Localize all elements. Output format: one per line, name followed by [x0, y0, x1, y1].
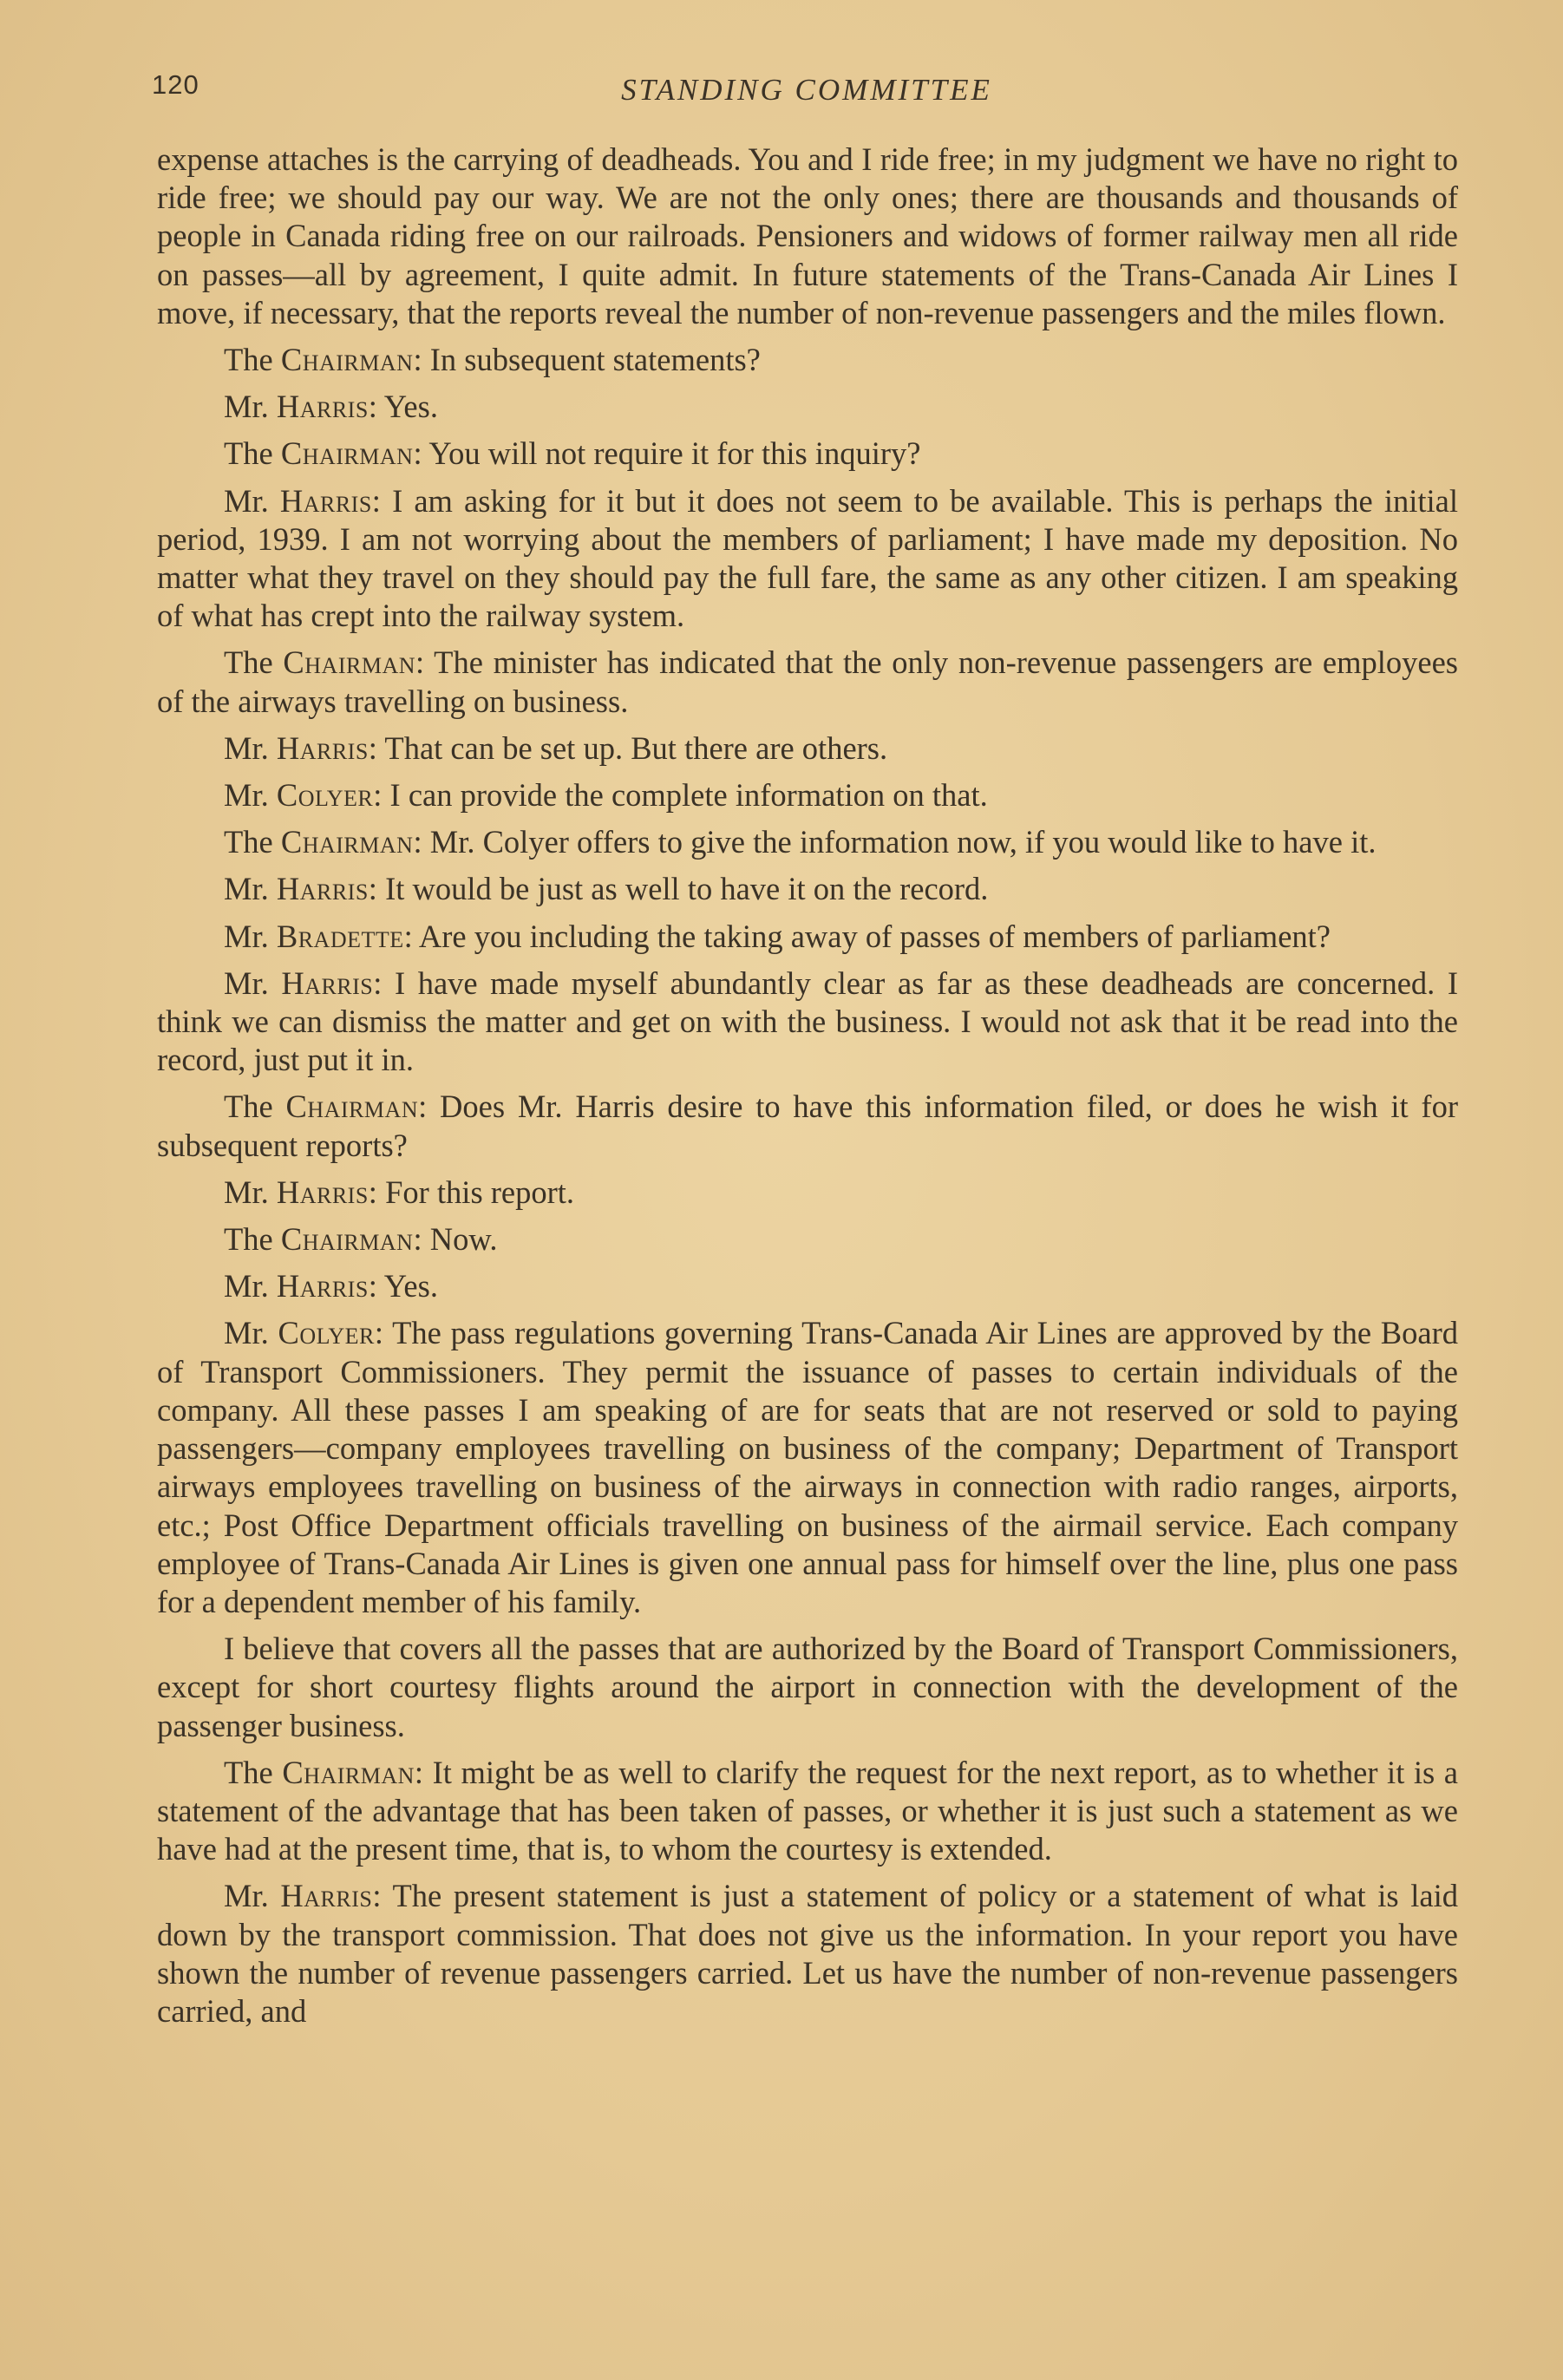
paragraph-text: Yes.: [383, 1268, 438, 1304]
paragraph: Mr. Harris: That can be set up. But there are others.: [224, 729, 888, 766]
paragraph: The Chairman: The minister has indicated that the only non-revenue passengers are employees of the airways travelling on business.: [157, 644, 1459, 719]
speaker-name: Colyer: [278, 1315, 375, 1351]
paragraph-text: Yes.: [383, 389, 438, 425]
paragraph-text: Does Mr. Harris desire to have this information filed, or does he wish it for subsequent reports?: [157, 1089, 1458, 1163]
speaker-prefix: The: [224, 1089, 273, 1125]
page-number: 120: [152, 69, 199, 100]
paragraph-text: I am asking for it but it does not seem to be available. This is perhaps the initial period, 1939. I am not worrying about the members of parliament; I have made my deposition. No matter what they travel on they should pay the full fare, the same as any other citizen. I am speaking of what has crept into the railway system.: [157, 482, 1458, 634]
paragraph-text: In subsequent statements?: [429, 342, 761, 378]
running-head: STANDING COMMITTEE: [621, 73, 992, 107]
speaker-name: Bradette: [276, 918, 404, 954]
speaker-name: Harris: [276, 1174, 369, 1210]
speaker-name: Chairman: [280, 435, 414, 472]
paragraph-text: It would be just as well to have it on the record.: [385, 871, 989, 907]
page-header: [152, 69, 1462, 121]
speaker-prefix: Mr.: [224, 729, 269, 766]
speaker-prefix: Mr.: [224, 871, 269, 907]
paragraph-text: Now.: [429, 1221, 498, 1258]
speaker-prefix: Mr.: [224, 1315, 269, 1351]
speaker-prefix: Mr.: [224, 964, 269, 1001]
paragraph: Mr. Colyer: The pass regulations governing Trans-Canada Air Lines are approved by the Board of Transport Commissioners. They permit the issuance of passes to certain individuals of the company. All these passes I am speaking of are for seats that are not reserved or sold to paying passengers—company employees travelling on business of the company; Department of Transport airways employees travelling on business of the airways in connection with radio ranges, airports, etc.; Post Office Department officials travelling on business of the airmail service. Each company employee of Trans-Canada Air Lines is given one annual pass for himself over the line, plus one pass for a dependent member of his family.: [157, 1315, 1459, 1619]
speaker-prefix: Mr.: [224, 918, 269, 954]
speaker-prefix: Mr.: [224, 482, 269, 519]
paragraph: [157, 1630, 1458, 1745]
paragraph: The Chairman: It might be as well to clarify the request for the next report, as to whether it is a statement of the advantage that has been taken of passes, or whether it is just such a statement as we have had at the present time, that is, to whom the courtesy is extended.: [157, 1754, 1459, 1867]
body-text: [157, 141, 1458, 2039]
paragraph-text: expense attaches is the carrying of deadheads. You and I ride free; in my judgment we have no right to ride free; we should pay our way. We are not the only ones; there are thousands and thousands of people in Canada riding free on our railroads. Pensioners and widows of former railway men all ride on passes—all by agreement, I quite admit. In future statements of the Trans-Canada Air Lines I move, if necessary, that the reports reveal the number of non-revenue passengers and the miles flown.: [157, 141, 1458, 330]
paragraph: Mr. Harris: I have made myself abundantly clear as far as these deadheads are concerned. I think we can dismiss the matter and get on with the business. I would not ask that it be read into the record, just put it in.: [157, 964, 1458, 1078]
paragraph-text: I believe that covers all the passes that are authorized by the Board of Transport Commissioners, except for short courtesy flights around the airport in connection with the development of the passenger business.: [157, 1631, 1458, 1743]
paragraph-text: I can provide the complete information on that.: [389, 777, 988, 814]
speaker-name: Harris: [281, 964, 374, 1001]
speaker-prefix: Mr.: [224, 1174, 269, 1210]
paragraph-text: That can be set up. But there are others.: [384, 729, 888, 766]
speaker-prefix: Mr.: [224, 389, 269, 425]
paragraph: The Chairman: Does Mr. Harris desire to have this information filed, or does he wish it for subsequent reports?: [157, 1089, 1458, 1163]
speaker-prefix: The: [224, 644, 273, 681]
speaker-name: Harris: [276, 389, 369, 425]
speaker-prefix: The: [224, 342, 273, 378]
speaker-name: Chairman: [282, 1754, 415, 1790]
speaker-name: Chairman: [280, 824, 414, 860]
paragraph: Mr. Colyer: I can provide the complete information on that.: [224, 777, 988, 814]
paragraph-text: The minister has indicated that the only non-revenue passengers are employees of the airways travelling on business.: [157, 644, 1459, 719]
speaker-name: Chairman: [285, 1089, 419, 1125]
paragraph-text: Are you including the taking away of passes of members of parliament?: [418, 918, 1331, 954]
speaker-name: Harris: [276, 871, 369, 907]
speaker-prefix: Mr.: [224, 1878, 269, 1914]
paragraph-text: I have made myself abundantly clear as far as these deadheads are concerned. I think we can dismiss the matter and get on with the business. I would not ask that it be read into the record, just put it in.: [157, 964, 1458, 1078]
paragraph: The Chairman: Mr. Colyer offers to give the information now, if you would like to have it.: [224, 824, 1377, 860]
speaker-prefix: Mr.: [224, 1268, 269, 1304]
speaker-prefix: The: [224, 1221, 273, 1258]
paragraph: Mr. Harris: Yes.: [224, 389, 438, 425]
speaker-name: Harris: [280, 1878, 373, 1914]
speaker-prefix: Mr.: [224, 777, 269, 814]
paragraph: Mr. Harris: The present statement is just a statement of policy or a statement of what is laid down by the transport commission. That does not give us the information. In your report you have shown the number of revenue passengers carried. Let us have the number of non-revenue passengers carried, and: [157, 1878, 1458, 2029]
paragraph: Mr. Harris: Yes.: [224, 1268, 438, 1304]
speaker-prefix: The: [224, 824, 273, 860]
paragraph: Mr. Harris: For this report.: [224, 1174, 575, 1210]
paragraph: The Chairman: You will not require it for this inquiry?: [224, 435, 921, 472]
paragraph-text: For this report.: [385, 1174, 575, 1210]
speaker-name: Chairman: [283, 644, 415, 681]
paragraph-text: Mr. Colyer offers to give the information now, if you would like to have it.: [429, 824, 1377, 860]
paragraph: The Chairman: In subsequent statements?: [224, 342, 761, 378]
speaker-name: Harris: [276, 729, 369, 766]
paragraph-text: The pass regulations governing Trans-Canada Air Lines are approved by the Board of Transport Commissioners. They permit the issuance of passes to certain individuals of the company. All these passes I am speaking of are for seats that are not reserved or sold to paying passengers—company employees travelling on business of the company; Department of Transport airways employees travelling on business of the airways in connection with radio ranges, airports, etc.; Post Office Department officials travelling on business of the airmail service. Each company employee of Trans-Canada Air Lines is given one annual pass for himself over the line, plus one pass for a dependent member of his family.: [157, 1315, 1459, 1619]
speaker-prefix: The: [224, 435, 273, 472]
paragraph-text: You will not require it for this inquiry?: [428, 435, 921, 472]
paragraph: The Chairman: Now.: [224, 1221, 498, 1258]
speaker-name: Colyer: [276, 777, 374, 814]
paragraph: Mr. Harris: It would be just as well to have it on the record.: [224, 871, 989, 907]
paragraph: Mr. Bradette: Are you including the taking away of passes of members of parliament?: [224, 918, 1331, 954]
speaker-prefix: The: [224, 1754, 273, 1790]
speaker-name: Harris: [276, 1268, 369, 1304]
speaker-name: Harris: [279, 482, 372, 519]
paragraph-text: The present statement is just a statement of policy or a statement of what is laid down by the transport commission. That does not give us the information. In your report you have shown the number of revenue passengers carried. Let us have the number of non-revenue passengers carried, and: [157, 1878, 1458, 2029]
paragraph-text: It might be as well to clarify the request for the next report, as to whether it is a statement of the advantage that has been taken of passes, or whether it is just such a statement as we have had at the present time, that is, to whom the courtesy is extended.: [157, 1754, 1459, 1867]
speaker-name: Chairman: [280, 1221, 414, 1258]
speaker-name: Chairman: [280, 342, 414, 378]
paragraph: Mr. Harris: I am asking for it but it does not seem to be available. This is perhaps the initial period, 1939. I am not worrying about the members of parliament; I have made my deposition. No matter what they travel on they should pay the full fare, the same as any other citizen. I am speaking of what has crept into the railway system.: [157, 482, 1458, 634]
paragraph: [157, 141, 1458, 332]
